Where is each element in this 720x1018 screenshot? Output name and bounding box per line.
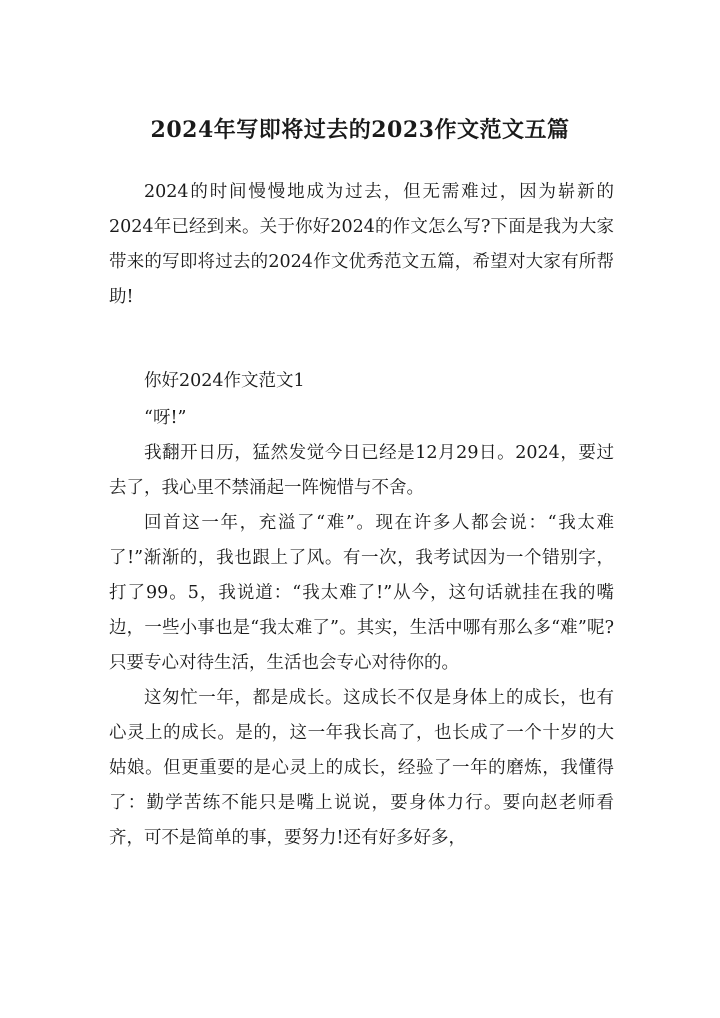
essay-paragraph: 这匆忙一年，都是成长。这成长不仅是身体上的成长，也有心灵上的成长。是的，这一年我长高了，也长成了一个十岁的大姑娘。但更重要的是心灵上的成长，经验了一年的磨炼，我懂得了：勤学苦练不能只是嘴上说说，要身体力行。要向赵老师看齐，可不是简单的事，要努力!还有好多好多， xyxy=(109,688,614,848)
section-heading: 你好2024作文范文1 xyxy=(144,371,305,391)
intro-text: 2024的时间慢慢地成为过去，但无需难过，因为崭新的2024年已经到来。关于你好2024的作文怎么写?下面是我为大家带来的写即将过去的2024作文优秀范文五篇，希望对大家有所帮助! xyxy=(109,182,614,307)
essay-paragraph: “呀!” xyxy=(144,408,187,428)
document-title: 2024年写即将过去的2023作文范文五篇 xyxy=(150,117,570,143)
intro-paragraph xyxy=(109,175,614,315)
essay-body xyxy=(109,401,614,856)
essay-paragraph: 我翻开日历，猛然发觉今日已经是12月29日。2024，要过去了，我心里不禁涌起一阵惋惜与不舍。 xyxy=(109,443,614,498)
essay-paragraph: 回首这一年，充溢了“难”。现在许多人都会说：“我太难了!”渐渐的，我也跟上了风。有一次，我考试因为一个错别字，打了99。5，我说道：“我太难了!”从今，这句话就挂在我的嘴边，一些小事也是“我太难了”。其实，生活中哪有那么多“难”呢?只要专心对待生活，生活也会专心对待你的。 xyxy=(109,513,614,673)
